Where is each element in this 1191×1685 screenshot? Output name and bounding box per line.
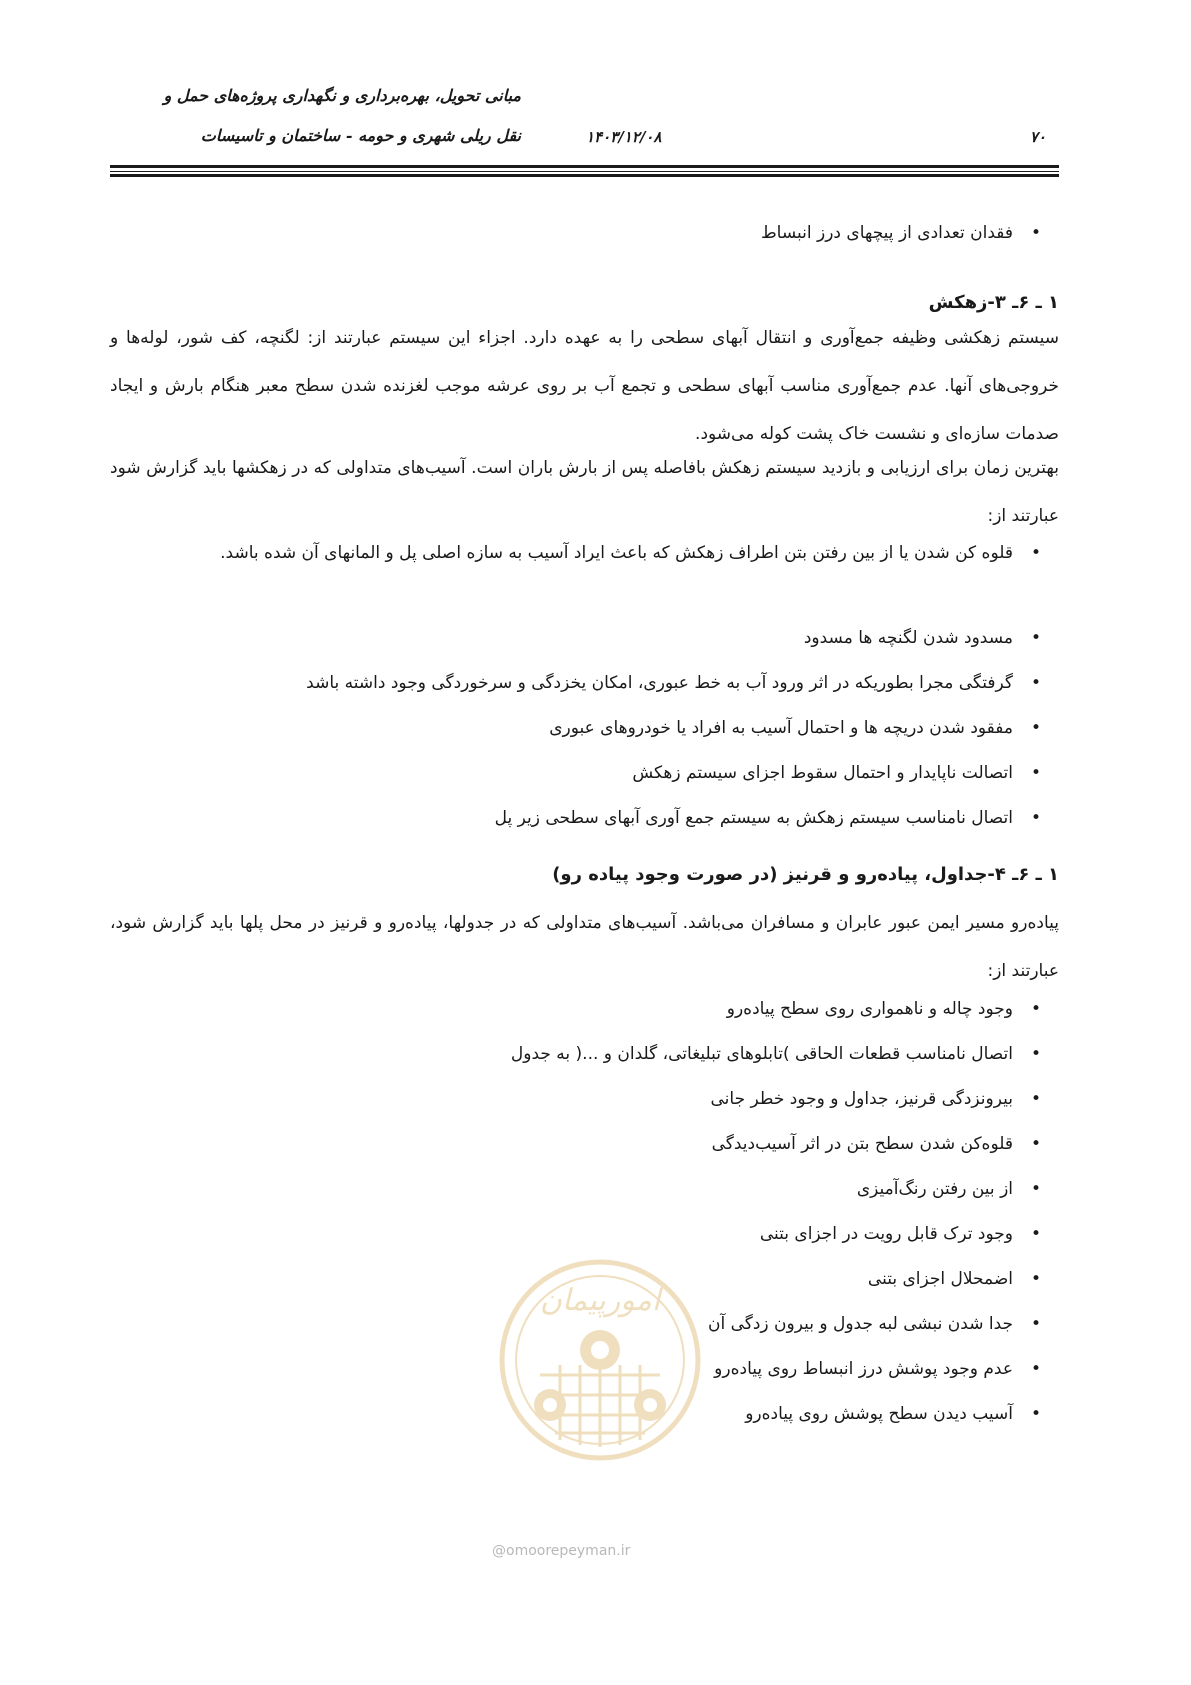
bullet-icon: • [1030, 718, 1042, 738]
bullet-icon: • [1030, 1044, 1042, 1064]
list-item: •اتصال نامناسب سیستم زهکش به سیستم جمع آوری آبهای سطحی زیر پل [495, 794, 1059, 842]
header-title-line2: نقل ریلی شهری و حومه - ساختمان و تاسیسات [200, 126, 521, 145]
list-item: •جدا شدن نبشی لبه جدول و بیرون زدگی آن [708, 1300, 1059, 1348]
list-item: •اضمحلال اجزای بتنی [868, 1255, 1059, 1303]
list-item: •وجود ترک قابل رویت در اجزای بتنی [760, 1210, 1059, 1258]
bullet-icon: • [1030, 1179, 1042, 1199]
bullet-icon: • [1030, 673, 1042, 693]
section-heading-curbs: ۱ ـ ۶ـ ۴-جداول، پیاده‌رو و قرنیز (در صورت وجود پیاده رو) [552, 864, 1059, 885]
list-item: •آسیب دیدن سطح پوشش روی پیاده‌رو [745, 1390, 1059, 1438]
header-rule-thick-top [110, 165, 1059, 168]
watermark-seal-logo [490, 1255, 710, 1465]
header-rule-thick-bottom [110, 174, 1059, 177]
watermark-logo-text: امورپیمان [539, 1283, 661, 1318]
bullet-icon: • [1030, 1314, 1042, 1334]
drainage-paragraph-2: بهترین زمان برای ارزیابی و بازدید سیستم زهکش بافاصله پس از بارش باران است. آسیب‌های متداولی که در زهکشها باید گزارش شود عبارتند از: [110, 458, 1059, 526]
bullet-icon: • [1030, 543, 1042, 563]
list-item: •گرفتگی مجرا بطوریکه در اثر ورود آب به خط عبوری، امکان یخزدگی و سرخوردگی وجود داشته باشد [306, 659, 1059, 707]
bullet-icon: • [1030, 223, 1042, 243]
bullet-icon: • [1030, 1224, 1042, 1244]
bullet-icon: • [1030, 1134, 1042, 1154]
drainage-paragraph-1: سیستم زهکشی وظیفه جمع‌آوری و انتقال آبهای سطحی را به عهده دارد. اجزاء این سیستم عبارتند از: لگنچه، کف شور، لوله‌ها و خروجی‌های آنها. عدم جمع‌آوری مناسب آبهای سطحی و تجمع آب بر روی عرشه موجب لغزنده شدن سطح معبر هنگام بارش و ایجاد صدمات سازه‌ای و نشست خاک پشت کوله می‌شود. [110, 328, 1059, 444]
list-item: •اتصال نامناسب قطعات الحاقی )تابلوهای تبلیغاتی، گلدان و ...( به جدول [511, 1030, 1059, 1078]
list-item: •عدم وجود پوشش درز انبساط روی پیاده‌رو [714, 1345, 1059, 1393]
list-item: •مسدود شدن لگنچه ها مسدود [804, 614, 1059, 662]
list-item: •فقدان تعدادی از پیچهای درز انبساط [761, 209, 1059, 257]
list-item: •وجود چاله و ناهمواری روی سطح پیاده‌رو [727, 985, 1059, 1033]
bullet-icon: • [1030, 1089, 1042, 1109]
list-item: •قلوه‌کن شدن سطح بتن در اثر آسیب‌دیدگی [712, 1120, 1059, 1168]
page-number: ۷۰ [1029, 128, 1046, 146]
header-rule-thin [110, 171, 1059, 172]
bullet-icon: • [1030, 628, 1042, 648]
header-title-line1: مبانی تحویل، بهره‌برداری و نگهداری پروژه‌های حمل و [163, 86, 521, 105]
list-item: •مفقود شدن دریچه ها و احتمال آسیب به افراد یا خودروهای عبوری [549, 704, 1059, 752]
bullet-icon: • [1030, 1359, 1042, 1379]
bullet-icon: • [1030, 999, 1042, 1019]
bullet-icon: • [1030, 808, 1042, 828]
list-item: •بیرونزدگی قرنیز، جداول و وجود خطر جانی [711, 1075, 1059, 1123]
bullet-icon: • [1030, 1404, 1042, 1424]
header-date: ۱۴۰۳/۱۲/۰۸ [586, 128, 662, 146]
bullet-icon: • [1030, 1269, 1042, 1289]
list-item: •از بین رفتن رنگ‌آمیزی [857, 1165, 1059, 1213]
section-heading-drainage: ۱ ـ ۶ـ ۳-زهکش [928, 292, 1059, 313]
list-item: •اتصالت ناپایدار و احتمال سقوط اجزای سیستم زهکش [632, 749, 1059, 797]
bullet-icon: • [1030, 763, 1042, 783]
watermark-url: @omoorepeyman.ir [492, 1543, 631, 1559]
list-item: •قلوه کن شدن یا از بین رفتن بتن اطراف زهکش که باعث ایراد آسیب به سازه اصلی پل و المانهای آن شده باشد. [110, 529, 1059, 577]
curbs-paragraph: پیاده‌رو مسیر ایمن عبور عابران و مسافران می‌باشد. آسیب‌های متداولی که در جدولها، پیاده‌رو و قرنیز در محل پلها باید گزارش شود، عبارتند از: [110, 913, 1059, 981]
